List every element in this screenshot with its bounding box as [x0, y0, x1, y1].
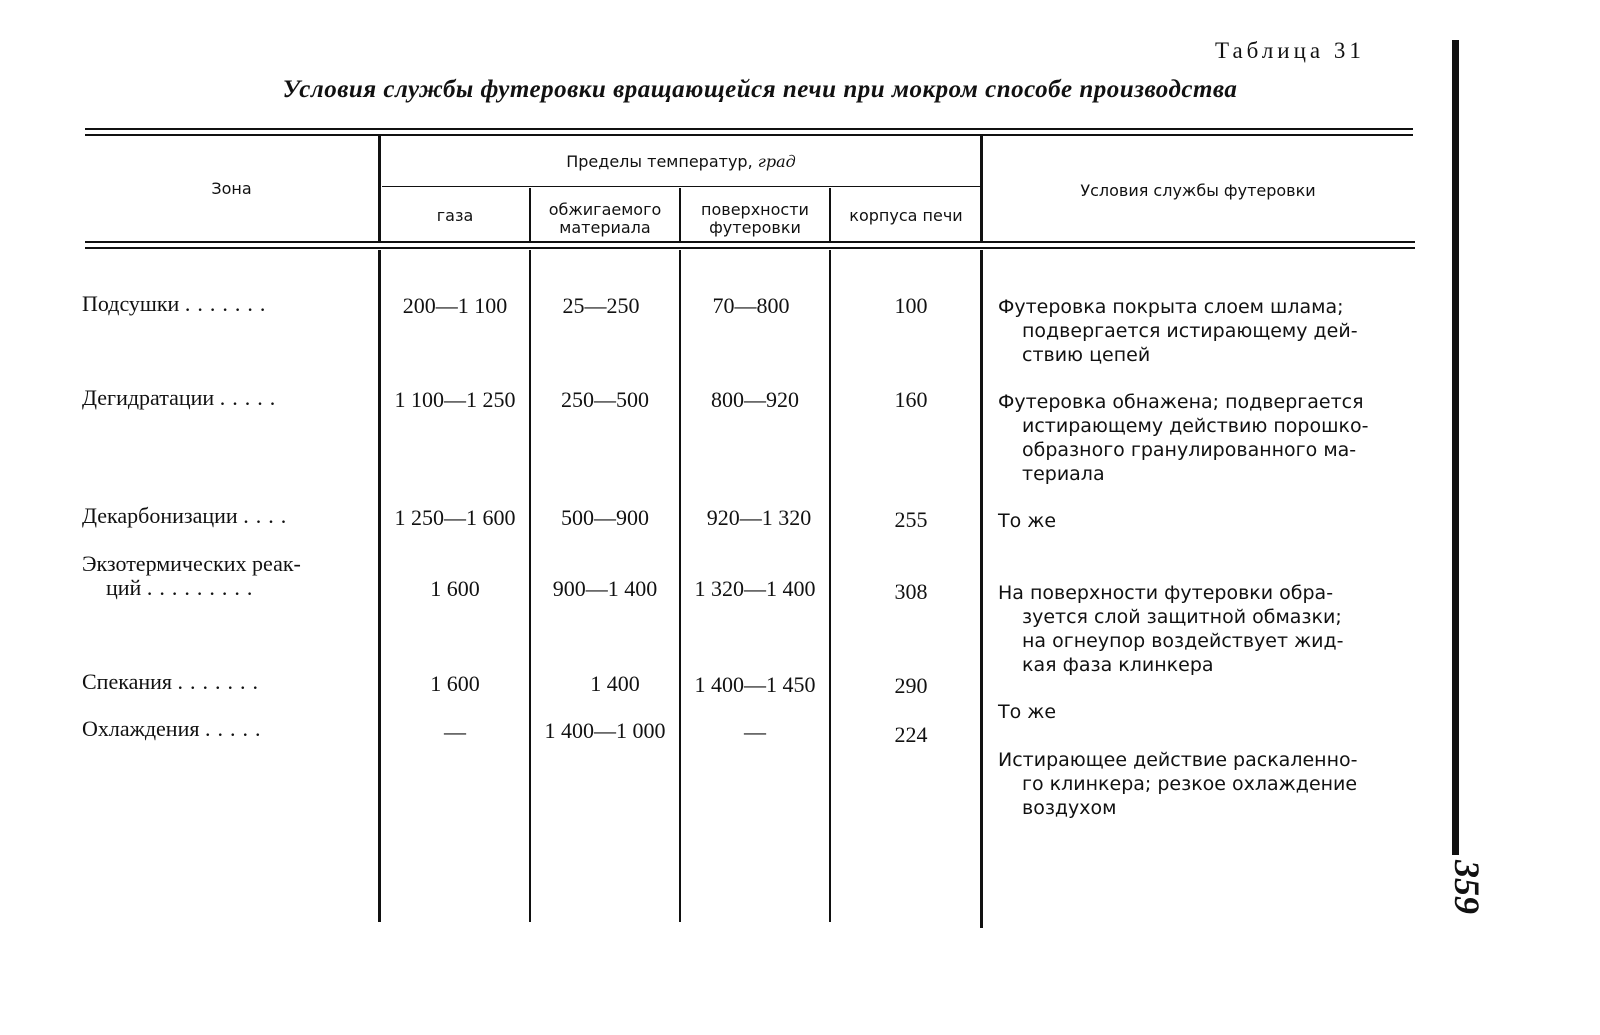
gas-temp: —: [444, 719, 466, 744]
conditions-exothermic: [998, 581, 1418, 677]
surface-temp: 800—920: [711, 387, 799, 412]
material-temp: 500—900: [561, 505, 649, 530]
gas-temp: 1 100—1 250: [394, 387, 516, 412]
zone-label: Охлаждения: [82, 716, 200, 741]
col-divider-1: [378, 136, 381, 241]
cond-line: териала: [1022, 463, 1105, 485]
zone-dehydration: Дегидратации .....: [82, 385, 283, 410]
shell-temp: 224: [894, 722, 928, 747]
surface-temp: —: [744, 719, 766, 744]
zone-decarbonization: Декарбонизации ....: [82, 503, 294, 528]
top-rule: [85, 128, 1413, 130]
subheader-rule: [382, 186, 980, 187]
conditions-sintering: То же: [998, 701, 1057, 723]
zone-sintering: Спекания .......: [82, 669, 265, 694]
page-number-text: 359: [1447, 860, 1487, 914]
gas-temp: 200—1 100: [402, 293, 508, 318]
cond-line: Футеровка обнажена; подвергается: [998, 391, 1364, 413]
material-temp: 250—500: [561, 387, 649, 412]
cond-line: кая фаза клинкера: [1022, 654, 1214, 676]
cond-line: На поверхности футеровки обра-: [998, 582, 1334, 604]
shell-temp: 290: [894, 673, 928, 698]
cond-line: ствию цепей: [1022, 344, 1151, 366]
cond-line: зуется слой защитной обмазки;: [1022, 606, 1342, 628]
header-surface: [681, 201, 829, 237]
cond-line: Истирающее действие раскаленно-: [998, 749, 1358, 771]
header-bottom-rule: [85, 241, 1415, 243]
table-title: Условия службы футеровки вращающейся печи при мокром способе производства: [282, 76, 1238, 103]
cond-line: на огнеупор воздействует жид-: [1022, 630, 1344, 652]
shell-temp: 308: [894, 579, 928, 604]
surface-temp: 920—1 320: [706, 505, 812, 530]
shell-temp: 160: [894, 387, 928, 412]
cond-line: образного гранулированного ма-: [1022, 439, 1357, 461]
surface-temp: 1 400—1 450: [694, 672, 816, 697]
cond-line: истирающему действию порошко-: [1022, 415, 1369, 437]
zone-label: Декарбонизации: [82, 503, 238, 528]
gas-temp: 1 250—1 600: [394, 505, 516, 530]
zone-exothermic: Экзотермических реак- ций .........: [82, 551, 301, 600]
zone-label-cont: ций: [106, 575, 142, 600]
header-conditions: Условия службы футеровки: [1080, 181, 1316, 200]
header-material-line1: обжигаемого: [548, 200, 662, 219]
conditions-dehydration: [998, 390, 1418, 486]
zone-label: Экзотермических реак-: [82, 551, 301, 576]
header-shell: корпуса печи: [849, 206, 963, 225]
cond-line: го клинкера; резкое охлаждение: [1022, 773, 1358, 795]
margin-bar: [1452, 40, 1459, 855]
material-temp: 1 400—1 000: [544, 718, 666, 743]
header-temp-unit: град: [757, 152, 796, 171]
table-number: Таблица 31: [1215, 38, 1365, 63]
material-temp: 25—250: [562, 293, 640, 318]
header-temp-limits-label: Пределы температур,: [566, 152, 753, 171]
gas-temp: 1 600: [430, 671, 480, 696]
surface-temp: 70—800: [712, 293, 790, 318]
zone-cooling: Охлаждения .....: [82, 716, 268, 741]
header-material-line2: материала: [559, 218, 651, 237]
conditions-drying: [998, 295, 1418, 367]
header-surface-line2: футеровки: [709, 218, 801, 237]
header-gas: газа: [436, 206, 474, 225]
zone-label: Спекания: [82, 669, 172, 694]
header-temp-limits: [382, 153, 980, 171]
cond-line: Футеровка покрыта слоем шлама;: [998, 296, 1344, 318]
header-zone: Зона: [211, 179, 252, 198]
conditions-cooling: [998, 748, 1418, 820]
zone-label: Подсушки: [82, 291, 180, 316]
material-temp: 1 400: [590, 671, 640, 696]
cond-line: воздухом: [1022, 797, 1117, 819]
zone-label: Дегидратации: [82, 385, 215, 410]
zone-drying: Подсушки .......: [82, 291, 273, 316]
header-material: [531, 201, 679, 237]
cond-line: подвергается истирающему дей-: [1022, 320, 1358, 342]
page-number: [1448, 860, 1488, 940]
material-temp: 900—1 400: [552, 576, 658, 601]
header-surface-line1: поверхности: [701, 200, 809, 219]
top-rule-2: [85, 134, 1413, 136]
header-bottom-rule-2: [85, 247, 1415, 249]
shell-temp: 100: [894, 293, 928, 318]
conditions-decarbonization: То же: [998, 510, 1057, 532]
surface-temp: 1 320—1 400: [694, 576, 816, 601]
gas-temp: 1 600: [430, 576, 480, 601]
shell-temp: 255: [894, 507, 928, 532]
